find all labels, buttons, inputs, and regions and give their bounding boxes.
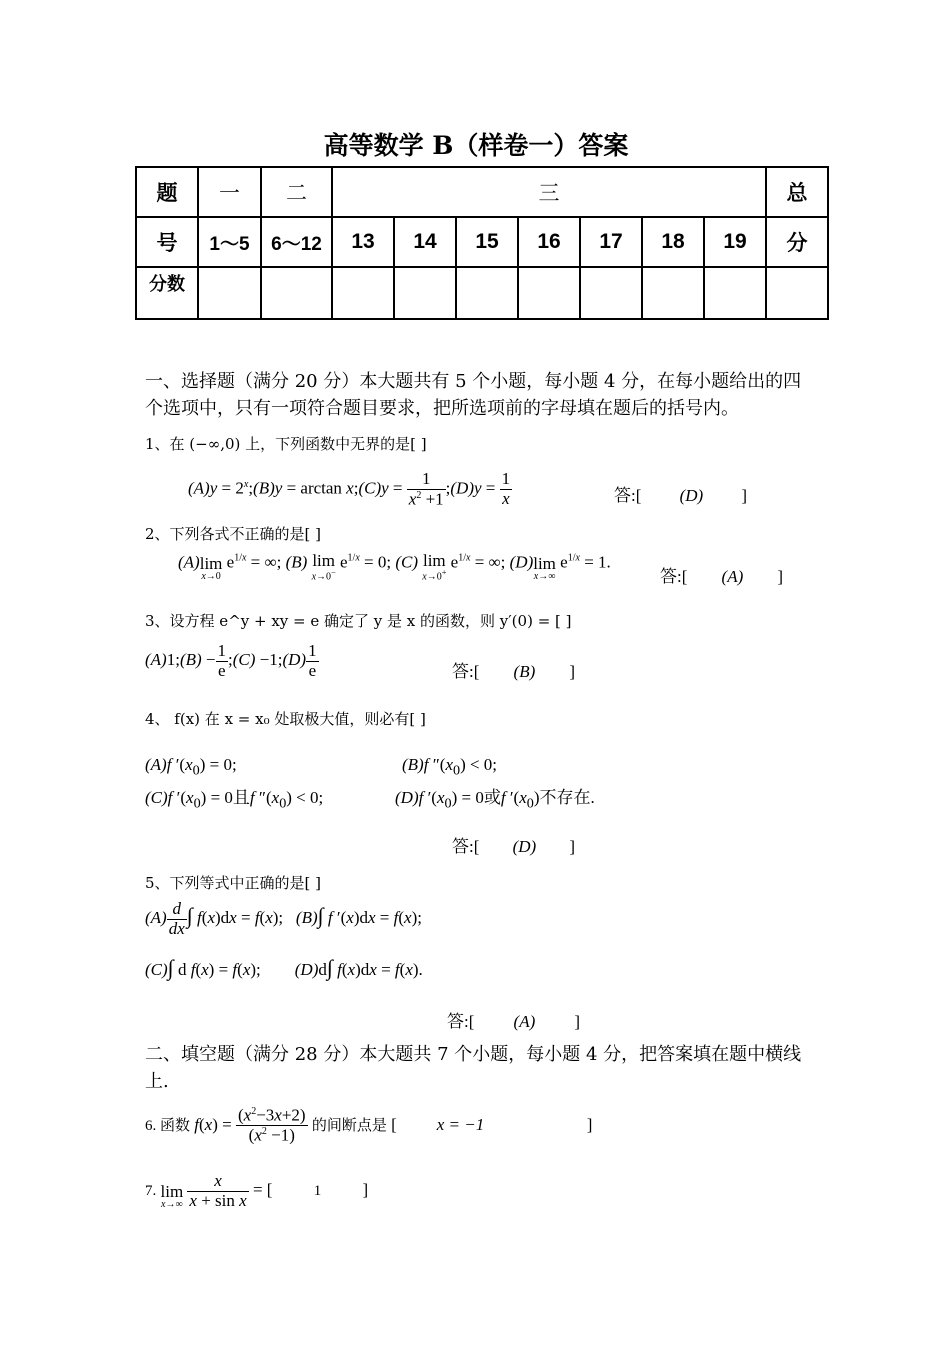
q4-answer: 答:[ (D) ] (452, 837, 576, 856)
score-label: 分数 (136, 267, 198, 319)
question-4: 4、 f(x) 在 x = x₀ 处取极大值，则必有[ ] (145, 710, 426, 728)
score-cell (766, 267, 828, 319)
sub-col: 19 (704, 217, 766, 267)
q2-options: (A)lim x→0 $e^{1/x}$ = ∞; (B) lim x→0− $e^{1/x} = 0$; (C) lim x→0+ $e^{1/x}$ = ∞; (D)lim x→∞ $e^{1/x} = 1$. (178, 551, 611, 583)
score-cell (518, 267, 580, 319)
header-zong: 总 (766, 167, 828, 217)
sub-col: 1～5 (198, 217, 261, 267)
sub-col: 15 (456, 217, 518, 267)
question-2: 2、下列各式不正确的是[ ] (145, 525, 322, 543)
header-yi: 一 (198, 167, 261, 217)
q1-answer: 答:[ (D) ] (614, 486, 748, 505)
question-7: 7. lim x→∞ $\frac{x}{\text{x + sin x}}$ = [ 1 ] (145, 1171, 369, 1211)
sub-col: 14 (394, 217, 456, 267)
q5-options-ab: (A) $\frac{d}{dx}$ ∫ f(x)dx = f(x); (B)∫ f ′(x)dx = f(x); (145, 899, 422, 938)
score-cell (580, 267, 642, 319)
header-er: 二 (261, 167, 332, 217)
question-5: 5、下列等式中正确的是[ ] (145, 874, 322, 892)
score-cell (261, 267, 332, 319)
score-cell (332, 267, 394, 319)
score-cell (704, 267, 766, 319)
q2-answer: 答:[ (A) ] (660, 567, 784, 586)
sub-col: 6～12 (261, 217, 332, 267)
score-cell (456, 267, 518, 319)
q4-option-b: (B)f $''(x_0) < 0$; (402, 755, 498, 779)
header-san: 三 (332, 167, 766, 217)
q3-options: (A)1;(B) − $\frac{1}{e}$ ;(C) −1;(D) $\frac{1}{e}$ (145, 641, 317, 680)
page-title: 高等数学 B（样卷一）答案 (323, 131, 629, 160)
q4-option-d: (D)f $'(x_0) = 0$或f $'(x_0)$不存在. (395, 788, 595, 812)
q5-options-cd: (C)∫ d f(x) = f(x); (D)d∫ f(x)dx = f(x). (145, 955, 423, 980)
header-ti: 题 (136, 167, 198, 217)
score-cell (198, 267, 261, 319)
sub-col: 13 (332, 217, 394, 267)
header-fen: 分 (766, 217, 828, 267)
q3-answer: 答:[ (B) ] (452, 662, 576, 681)
section1-heading: 一、选择题（满分 20 分）本大题共有 5 个小题，每小题 4 分，在每小题给出的四个选项中，只有一项符合题目要求，把所选项前的字母填在题后的括号内。 (145, 371, 802, 419)
q1-options: $(A)y = 2^x;(B)y = \arctan$ x;(C)y = $\frac{1}{x^2 +1}$ ;(D)y = $\frac{1}{x}$ (188, 469, 511, 509)
q5-answer: 答:[ (A) ] (447, 1012, 581, 1031)
sub-col: 18 (642, 217, 704, 267)
question-6: 6. 函数 f(x) = $\frac{(x^2-3x+2)}{(x^2 -1)}$ 的间断点是 [ x = −1 ] (145, 1105, 593, 1145)
sub-col: 17 (580, 217, 642, 267)
q4-option-c: (C)f $'(x_0) = 0$且f $''(x_0) < 0$; (145, 788, 324, 812)
section2-heading: 二、填空题（满分 28 分）本大题共 7 个小题，每小题 4 分，把答案填在题中横线上. (145, 1044, 802, 1092)
q4-option-a: (A)f $'(x_0) = 0$; (145, 755, 237, 779)
question-3: 3、设方程 e^y + xy = e 确定了 y 是 x 的函数，则 y′(0) = [ ] (145, 612, 572, 630)
score-cell (642, 267, 704, 319)
header-hao: 号 (136, 217, 198, 267)
score-table (135, 166, 829, 320)
sub-col: 16 (518, 217, 580, 267)
question-1: 1、在 (−∞,0) 上，下列函数中无界的是[ ] (145, 435, 427, 453)
score-cell (394, 267, 456, 319)
